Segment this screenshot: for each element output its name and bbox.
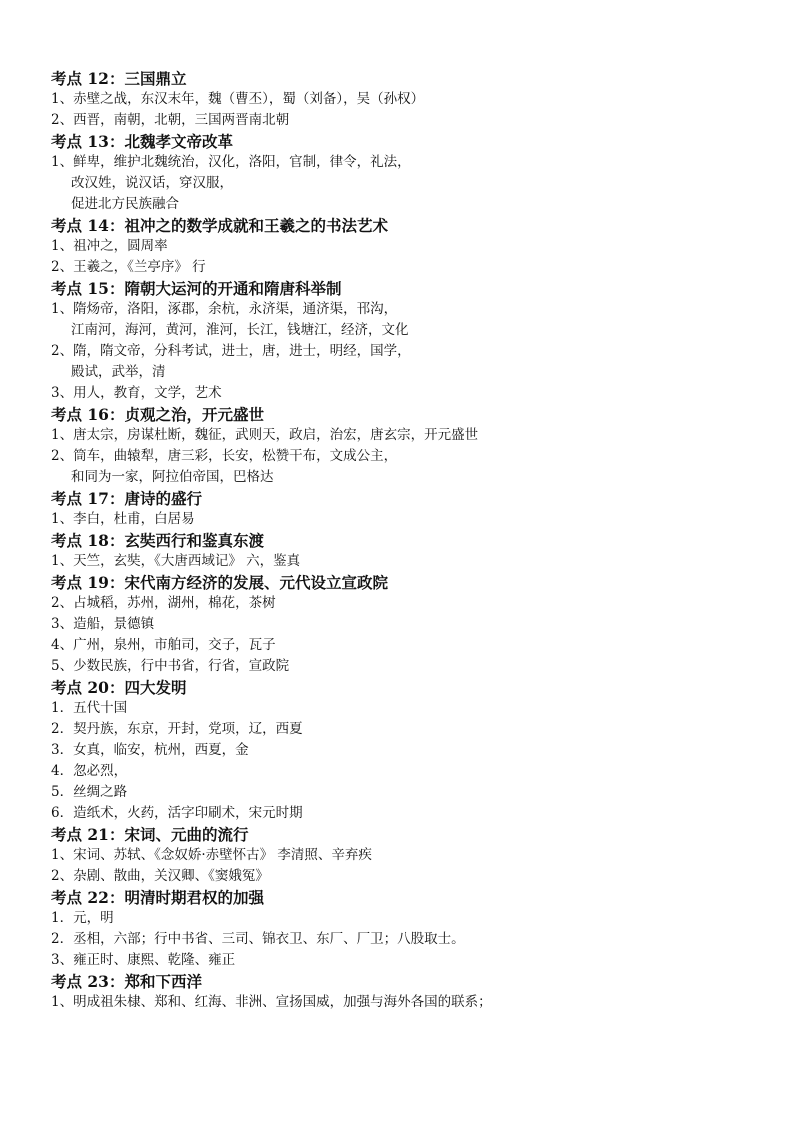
answer-line: 1、明成祖朱棣、郑和、红海、非洲、宣扬国威，加强与海外各国的联系； bbox=[51, 994, 492, 1010]
answer-line: 江南河，海河，黄河，淮河，长江，钱塘江，经济，文化 bbox=[71, 322, 409, 338]
section-heading: 考点 21：宋词、元曲的流行 bbox=[51, 825, 249, 844]
answer-line: 2、占城稻，苏州，湖州，棉花，茶树 bbox=[51, 595, 276, 611]
section-heading: 考点 16：贞观之治，开元盛世 bbox=[51, 405, 264, 424]
section-heading: 考点 17：唐诗的盛行 bbox=[51, 489, 202, 508]
answer-line: 殿试，武举，清 bbox=[71, 364, 166, 380]
answer-line: 2．契丹族，东京，开封，党项，辽，西夏 bbox=[51, 721, 303, 737]
section-heading: 考点 20：四大发明 bbox=[51, 678, 187, 697]
answer-line: 6．造纸术，火药，活字印刷术，宋元时期 bbox=[51, 805, 303, 821]
section-heading: 考点 13：北魏孝文帝改革 bbox=[51, 132, 233, 151]
answer-line: 3、用人，教育，文学，艺术 bbox=[51, 385, 222, 401]
section-heading: 考点 23：郑和下西洋 bbox=[51, 972, 202, 991]
answer-line: 2．丞相，六部；行中书省、三司、锦衣卫、东厂、厂卫；八股取士。 bbox=[51, 931, 465, 947]
section-heading: 考点 12：三国鼎立 bbox=[51, 69, 187, 88]
answer-line: 1、天竺，玄奘，《大唐西域记》 六，鉴真 bbox=[51, 553, 301, 569]
answer-line: 1、鲜卑，维护北魏统治，汉化，洛阳，官制，律令，礼法， bbox=[51, 154, 411, 170]
answer-line: 4、广州，泉州，市舶司，交子，瓦子 bbox=[51, 637, 276, 653]
answer-line: 1、赤壁之战，东汉末年，魏（曹丕），蜀（刘备），吴（孙权） bbox=[51, 91, 425, 107]
answer-line: 1、隋炀帝，洛阳，涿郡，余杭，永济渠，通济渠，邗沟， bbox=[51, 301, 398, 317]
answer-line: 1．五代十国 bbox=[51, 700, 128, 716]
answer-line: 促进北方民族融合 bbox=[71, 196, 179, 212]
answer-line: 1．元，明 bbox=[51, 910, 114, 926]
answer-line: 2、筒车，曲辕犁，唐三彩，长安，松赞干布，文成公主， bbox=[51, 448, 398, 464]
answer-line: 5、少数民族，行中书省，行省，宣政院 bbox=[51, 658, 290, 674]
answer-line: 4．忽必烈， bbox=[51, 763, 128, 779]
section-heading: 考点 22：明清时期君权的加强 bbox=[51, 888, 264, 907]
answer-line: 1、宋词、苏轼、《念奴娇·赤壁怀古》 李清照、辛弃疾 bbox=[51, 847, 372, 863]
answer-line: 2、西晋，南朝，北朝，三国两晋南北朝 bbox=[51, 112, 290, 128]
answer-line: 1、李白，杜甫，白居易 bbox=[51, 511, 195, 527]
answer-line: 3．女真，临安，杭州，西夏，金 bbox=[51, 742, 249, 758]
answer-line: 5．丝绸之路 bbox=[51, 784, 128, 800]
section-heading: 考点 15：隋朝大运河的开通和隋唐科举制 bbox=[51, 279, 342, 298]
answer-line: 1、唐太宗，房谋杜断，魏征，武则天，政启，治宏，唐玄宗，开元盛世 bbox=[51, 427, 479, 443]
section-heading: 考点 18：玄奘西行和鉴真东渡 bbox=[51, 531, 264, 550]
answer-line: 2、隋，隋文帝，分科考试，进士，唐，进士，明经，国学， bbox=[51, 343, 411, 359]
answer-line: 1、祖冲之，圆周率 bbox=[51, 238, 168, 254]
answer-line: 2、王羲之，《兰亭序》 行 bbox=[51, 259, 206, 275]
section-heading: 考点 14：祖冲之的数学成就和王羲之的书法艺术 bbox=[51, 216, 388, 235]
answer-line: 和同为一家，阿拉伯帝国，巴格达 bbox=[71, 469, 274, 485]
answer-line: 3、雍正时、康熙、乾隆、雍正 bbox=[51, 952, 236, 968]
document-page bbox=[51, 68, 751, 1013]
answer-line: 改汉姓，说汉话，穿汉服， bbox=[71, 175, 233, 191]
answer-line: 3、造船，景德镇 bbox=[51, 616, 155, 632]
section-heading: 考点 19：宋代南方经济的发展、元代设立宣政院 bbox=[51, 573, 388, 592]
answer-line: 2、杂剧、散曲，关汉卿、《窦娥冤》 bbox=[51, 868, 269, 884]
